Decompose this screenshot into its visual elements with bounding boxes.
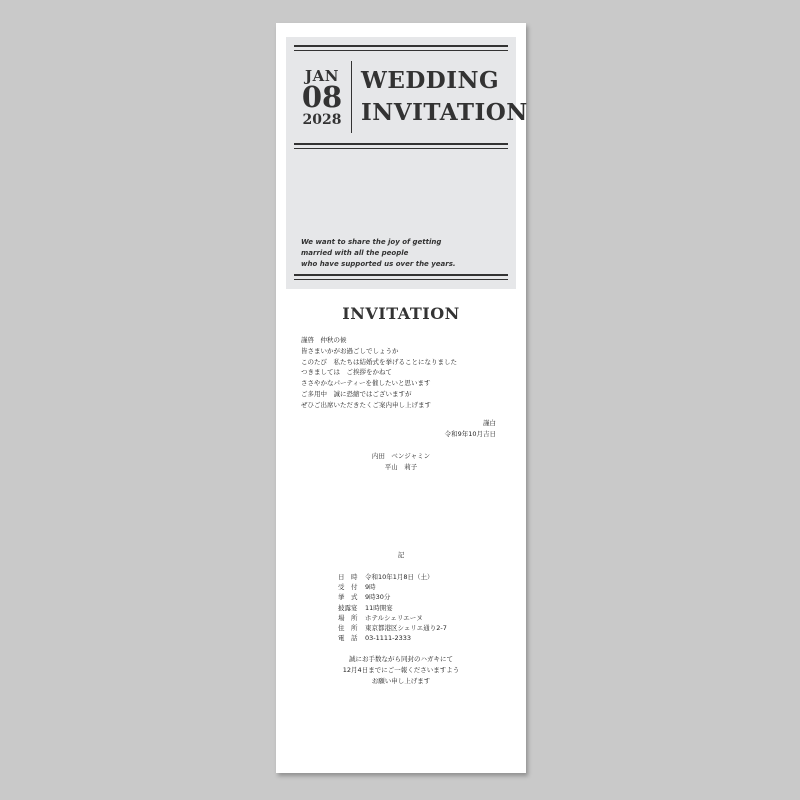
closing-line: 12月4日までにご一報くださいますよう bbox=[342, 665, 460, 674]
detail-row bbox=[338, 582, 447, 592]
closing-line: お願い申し上げます bbox=[371, 676, 431, 685]
vertical-divider bbox=[351, 61, 352, 133]
body-line: ご多用中 誠に恐縮ではございますが bbox=[301, 389, 412, 398]
detail-value: 03-1111-2333 bbox=[365, 634, 412, 643]
detail-value: 9時30分 bbox=[365, 593, 391, 602]
detail-row bbox=[338, 603, 447, 613]
detail-row bbox=[338, 623, 447, 633]
body-line: ささやかなパーティーを催したいと思います bbox=[301, 379, 431, 388]
detail-label: 住 所 bbox=[338, 624, 358, 633]
detail-value: 9時 bbox=[365, 583, 376, 592]
date-line: 令和9年10月吉日 bbox=[444, 430, 496, 438]
detail-value: 11時開宴 bbox=[365, 603, 393, 612]
top-rule-thin bbox=[294, 50, 508, 51]
date-day: 08 bbox=[301, 80, 343, 114]
detail-row bbox=[338, 572, 447, 582]
closing-message bbox=[276, 654, 526, 686]
date-year: 2028 bbox=[302, 112, 342, 128]
detail-label: 受 付 bbox=[338, 583, 358, 592]
detail-row bbox=[338, 592, 447, 602]
couple-names bbox=[276, 451, 526, 472]
body-line: このたび 私たちは結婚式を挙げることになりました bbox=[301, 357, 457, 366]
closing-line: 誠にお手数ながら同封のハガキにて bbox=[349, 655, 453, 663]
top-rule-thick bbox=[294, 45, 508, 47]
invitation-title: INVITATION bbox=[342, 304, 460, 323]
ki-heading: 記 bbox=[397, 551, 405, 559]
detail-label: 披露宴 bbox=[338, 603, 358, 612]
date-month: JAN bbox=[305, 67, 339, 85]
bride-name: 平山 莉子 bbox=[384, 462, 418, 471]
tagline-line: We want to share the joy of getting bbox=[301, 238, 442, 246]
body-line: つきましては ご挨拶をかねて bbox=[301, 368, 392, 377]
detail-row bbox=[338, 633, 447, 643]
detail-label: 挙 式 bbox=[338, 593, 358, 602]
mid-rule-thin bbox=[294, 148, 508, 149]
bottom-rule-thick bbox=[294, 274, 508, 276]
tagline-line: married with all the people bbox=[301, 249, 409, 257]
invitation-card bbox=[276, 23, 526, 773]
invitation-body bbox=[301, 335, 457, 411]
detail-label: 場 所 bbox=[338, 613, 358, 622]
detail-row bbox=[338, 613, 447, 623]
bottom-rule-thin bbox=[294, 279, 508, 280]
groom-name: 内田 ベンジャミン bbox=[371, 452, 431, 460]
event-details bbox=[338, 572, 447, 643]
tagline bbox=[301, 237, 506, 270]
detail-label: 電 話 bbox=[338, 634, 358, 643]
tagline-line: who have supported us over the years. bbox=[301, 260, 456, 268]
header-panel bbox=[286, 37, 528, 289]
title-invitation: INVITATION bbox=[361, 99, 528, 126]
title-wedding: WEDDING bbox=[361, 67, 500, 94]
body-line: ぜひご出席いただきたくご案内申し上げます bbox=[301, 400, 431, 409]
detail-value: 東京都港区シェリエ通り2-7 bbox=[365, 624, 447, 633]
detail-label: 日 時 bbox=[338, 573, 358, 581]
detail-value: ホテルシェリエーヌ bbox=[365, 613, 423, 622]
body-line: 皆さまいかがお過ごしでしょうか bbox=[301, 346, 399, 355]
closing-word: 謹白 bbox=[483, 419, 496, 427]
detail-value: 令和10年1月8日（土） bbox=[365, 573, 434, 581]
mid-rule-thick bbox=[294, 143, 508, 145]
body-line: 謹啓 仲秋の候 bbox=[301, 336, 347, 344]
